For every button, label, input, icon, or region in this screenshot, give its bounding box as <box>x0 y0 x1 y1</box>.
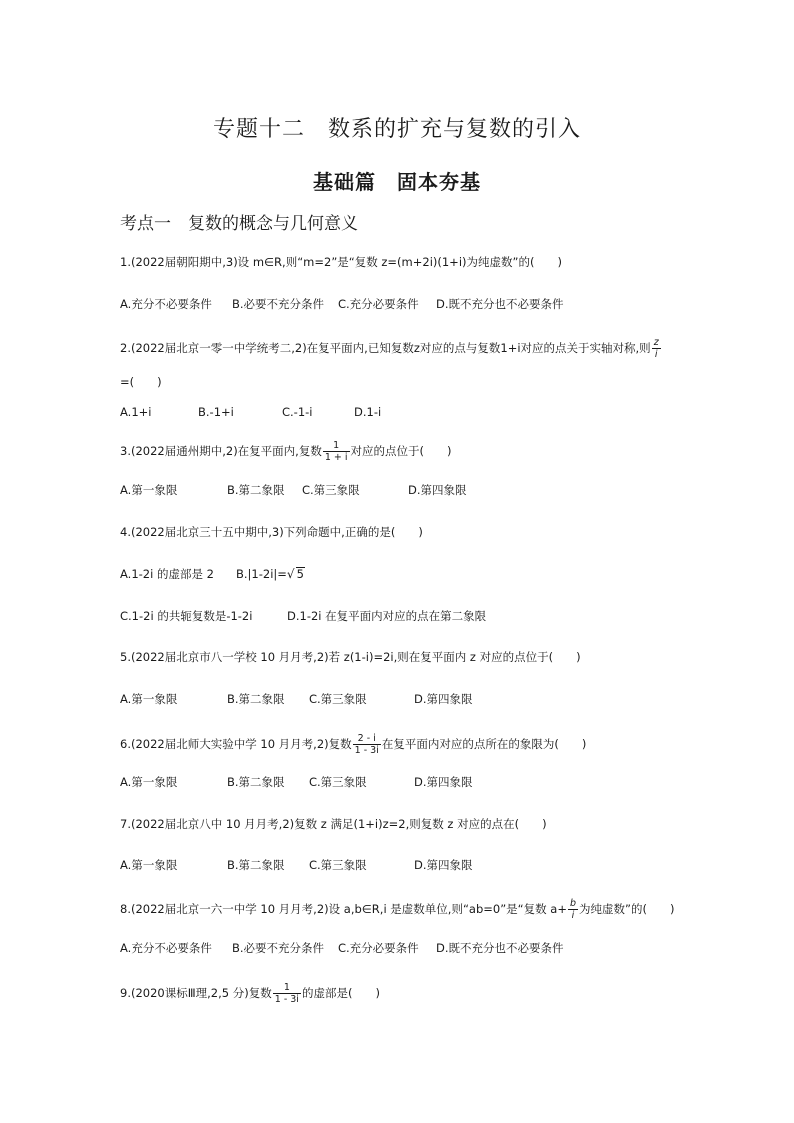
question-3-stem <box>120 440 452 463</box>
option-c: C.充分必要条件 <box>338 941 419 955</box>
option-c: C.-1-i <box>282 405 313 419</box>
question-3-options <box>120 482 467 498</box>
option-a: A.1-2i 的虚部是 2 <box>120 567 214 581</box>
option-d: D.第四象限 <box>414 775 473 789</box>
question-1-stem: 1.(2022届朝阳期中,3)设 m∈R,则“m=2”是“复数 z=(m+2i)(1+i)为纯虚数”的( ) <box>120 255 562 269</box>
option-b: B.第二象限 <box>227 483 285 497</box>
option-a: A.第一象限 <box>120 483 178 497</box>
question-4-options-row1 <box>120 566 305 582</box>
question-9-text: 9.(2020课标Ⅲ理,2,5 分)复数 <box>120 986 272 1000</box>
question-6-text-end: 在复平面内对应的点所在的象限为( ) <box>381 737 587 751</box>
option-c: C.1-2i 的共轭复数是-1-2i <box>120 609 253 623</box>
question-2-text: 2.(2022届北京一零一中学统考二,2)在复平面内,已知复数z对应的点与复数1+i对应的点关于实轴对称,则 <box>120 341 651 355</box>
fraction-numerator: 1 <box>273 982 301 994</box>
option-a: A.充分不必要条件 <box>120 941 212 955</box>
fraction-denominator: i <box>654 349 658 360</box>
page-subtitle: 基础篇 固本夯基 <box>313 170 481 194</box>
fraction-numerator: 2 - i <box>353 733 381 745</box>
option-b: B.第二象限 <box>227 858 285 872</box>
option-b: B.必要不充分条件 <box>232 297 325 311</box>
option-d: D.第四象限 <box>408 483 467 497</box>
question-4-stem: 4.(2022届北京三十五中期中,3)下列命题中,正确的是( ) <box>120 525 423 539</box>
question-5-stem: 5.(2022届北京市八一学校 10 月月考,2)若 z(1-i)=2i,则在复平面内 z 对应的点位于( ) <box>120 650 581 664</box>
question-6-text: 6.(2022届北师大实验中学 10 月月考,2)复数 <box>120 737 352 751</box>
option-d: D.既不充分也不必要条件 <box>436 297 564 311</box>
fraction-numerator: 1 <box>323 440 350 452</box>
option-c: C.第三象限 <box>309 775 367 789</box>
option-d: D.既不充分也不必要条件 <box>436 941 564 955</box>
question-3-text-end: 对应的点位于( ) <box>350 444 452 458</box>
fraction <box>273 982 301 1005</box>
fraction-numerator: z <box>653 337 659 348</box>
option-b: B.必要不充分条件 <box>232 941 325 955</box>
question-2-options <box>120 404 381 420</box>
fraction-numerator: b <box>569 898 576 909</box>
radicand: 5 <box>296 567 304 581</box>
page-title: 专题十二 数系的扩充与复数的引入 <box>212 117 581 142</box>
section-heading: 考点一 复数的概念与几何意义 <box>120 214 358 234</box>
question-7-options <box>120 857 473 873</box>
fraction <box>652 337 661 360</box>
option-d: D.第四象限 <box>414 858 473 872</box>
question-3-text: 3.(2022届通州期中,2)在复平面内,复数 <box>120 444 322 458</box>
question-8-text: 8.(2022届北京一六一中学 10 月月考,2)设 a,b∈R,i 是虚数单位,则“ab=0”是“复数 a+ <box>120 902 567 916</box>
fraction <box>568 898 578 921</box>
option-d: D.1-2i 在复平面内对应的点在第二象限 <box>287 609 487 623</box>
option-b-text: B.|1-2i|= <box>236 567 287 581</box>
question-4-options-row2 <box>120 608 486 624</box>
option-a: A.充分不必要条件 <box>120 297 212 311</box>
question-5-options <box>120 691 473 707</box>
option-b: B.第二象限 <box>227 775 285 789</box>
option-b: B.第二象限 <box>227 692 285 706</box>
question-6-stem <box>120 733 586 756</box>
option-c: C.第三象限 <box>302 483 360 497</box>
fraction <box>323 440 350 463</box>
option-d: D.1-i <box>354 405 382 419</box>
question-7-stem: 7.(2022届北京八中 10 月月考,2)复数 z 满足(1+i)z=2,则复数 z 对应的点在( ) <box>120 817 547 831</box>
option-c: C.第三象限 <box>309 692 367 706</box>
option-b <box>236 566 305 582</box>
question-1-options <box>120 296 564 312</box>
fraction-denominator: 1 - 3i <box>274 994 299 1005</box>
fraction <box>353 733 381 756</box>
option-a: A.第一象限 <box>120 692 178 706</box>
fraction-denominator: 1 + i <box>324 452 348 463</box>
option-b: B.-1+i <box>198 405 234 419</box>
option-a: A.1+i <box>120 405 152 419</box>
option-a: A.第一象限 <box>120 858 178 872</box>
option-a: A.第一象限 <box>120 775 178 789</box>
fraction-denominator: 1 - 3i <box>354 745 379 756</box>
option-d: D.第四象限 <box>414 692 473 706</box>
question-2-continuation: =( ) <box>120 375 162 389</box>
fraction-denominator: i <box>571 910 575 921</box>
option-c: C.充分必要条件 <box>338 297 419 311</box>
question-2-stem <box>120 337 662 360</box>
option-c: C.第三象限 <box>309 858 367 872</box>
question-9-stem <box>120 982 380 1005</box>
question-8-options <box>120 940 564 956</box>
question-9-text-end: 的虚部是( ) <box>301 986 380 1000</box>
question-6-options <box>120 774 473 790</box>
question-8-text-end: 为纯虚数”的( ) <box>579 902 675 916</box>
question-8-stem <box>120 898 674 921</box>
radical-sign: √ <box>286 567 295 581</box>
